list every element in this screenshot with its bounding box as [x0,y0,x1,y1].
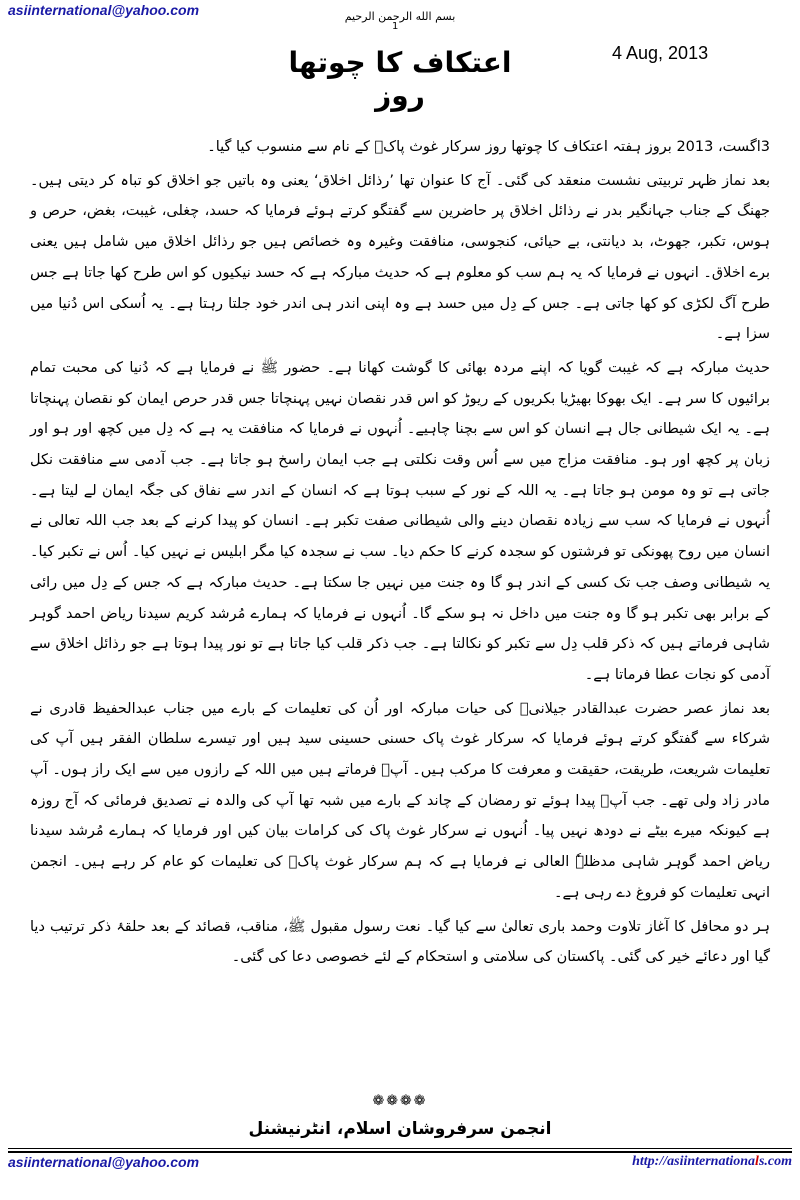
footer-rule-thick [8,1151,792,1153]
document-date: 4 Aug, 2013 [612,43,709,63]
bismillah: بسم الله الرحمن الرحیم [344,10,456,23]
paragraph-closing: ہر دو محافل کا آغاز تلاوت وحمد باری تعالیٰ سے کیا گیا۔ نعت رسول مقبول ﷺ، مناقب، قصائد کے بعد حلقۂ ذکر ترتیب دیا گیا اور دعائے خیر کی گئی۔ پاکستان کی سلامتی و استحکام کے لئے خصوصی دعا کی گئی۔ [30,918,770,966]
paragraph-hadith: حدیث مبارکہ ہے کہ غیبت گویا کہ اپنے مردہ بھائی کا گوشت کھانا ہے۔ حضور ﷺ نے فرمایا ہے کہ دُنیا کی محبت تمام برائیوں کا سر ہے۔ ایک بھوکا بھیڑیا بکریوں کے ریوڑ کو اس قدر نقصان نہیں پہنچاتا جس قدر حرص ایمان کو نقصان پہنچاتا ہے۔ یہ ایک شیطانی جال ہے انسان کو اس سے بچنا چاہیے۔ اُنہوں نے فرمایا کہ منافقت یہ ہے کہ دِل میں کچھ اور ہو اور زبان پر کچھ اور ہو۔ منافقت مزاج میں سے اُس وقت نکلتی ہے جب ایمان راسخ ہو جاتا ہے۔ جب آدمی سے منافقت نکل جاتی ہے تو وہ مومن ہو جاتا ہے۔ یہ اللہ کے نور کے سبب ہوتا ہے کہ انسان کے اندر سے نفاق کی جگہ ایمان لے لیتا ہے۔ اُنہوں نے فرمایا کہ سب سے زیادہ نقصان دینے والی شیطانی صفت تکبر ہے۔ انسان کو پیدا کرنے کے بعد جب اللہ تعالی نے انسان میں روح پھونکی تو فرشتوں کو سجدہ کرنے کا حکم دیا۔ سب نے سجدہ کیا مگر ابلیس نے نہیں کیا۔ اُس نے تکبر کیا۔ یہ شیطانی وصف جب تک کسی کے اندر ہو گا وہ جنت میں نہیں جا سکتا ہے۔ حدیث مبارکہ ہے کہ جس کے دِل میں رائی کے برابر بھی تکبر ہو گا وہ جنت میں داخل نہ ہو سکے گا۔ اُنہوں نے فرمایا کہ ہمارے مُرشد کریم سیدنا ریاض احمد گوہر شاہی فرماتے ہیں کہ ذکر قلب دِل سے تکبر کو نکالتا ہے۔ جب ذکر قلب کیا جاتا ہے تو نور پیدا ہوتا ہے جو رذائل اخلاق سے آدمی کو نجات عطا فرماتا ہے۔ [30,359,770,683]
paragraph-zuhr-session: بعد نماز ظہر تربیتی نشست منعقد کی گئی۔ آج کا عنوان تھا ’رذائل اخلاق‘ یعنی وہ باتیں جو اخلاق کو تباہ کر دیتی ہیں۔ جھنگ کے جناب جہانگیر بدر نے رذائل اخلاق پر حاضرین سے گفتگو کرتے ہوئے فرمایا کہ حسد، چغلی، غیبت، بغض، حرص و ہوس، تکبر، جھوٹ، بد دیانتی، بے حیائی، کنجوسی، منافقت وغیرہ وہ خصائص ہیں جو رذائل اخلاق میں شامل ہیں یعنی برے اخلاق۔ انہوں نے فرمایا کہ یہ ہم سب کو معلوم ہے کہ حدیث مبارکہ ہے کہ حسد نیکیوں کو اس طرح کھا جاتا ہے جس طرح آگ لکڑی کو کھا جاتی ہے۔ جس کے دِل میں حسد ہے وہ اپنی اندر ہی اندر خود جلتا رہتا ہے۔ یہ اُسکی اس دُنیا میں سزا ہے۔ [30,172,770,343]
paragraph-asr-session: بعد نماز عصر حضرت عبدالقادر جیلانیؓ کی حیات مبارکہ اور اُن کی تعلیمات کے بارے میں جناب عبدالحفیظ قادری نے شرکاء سے گفتگو کرتے ہوئے فرمایا کہ سرکار غوث پاک حسنی حسینی سید ہیں اور تیسرے سلطان الفقر ہیں آپ کی تعلیمات شریعت، طریقت، حقیقت و معرفت کا مرکب ہیں۔ آپؓ فرماتے ہیں میں اللہ کے رازوں میں سے ایک راز ہوں۔ آپ مادر زاد ولی تھے۔ جب آپؓ پیدا ہوئے تو رمضان کے چاند کے بارے میں شبہ تھا آپ کی والدہ نے تصدیق فرمائی کہ آج روزہ ہے کیونکہ میرے بیٹے نے دودھ نہیں پیا۔ اُنہوں نے سرکار غوث پاک کی کرامات بیان کیں اور فرمایا کہ ہمارے مُرشد سیدنا ریاض احمد گوہر شاہی مدظلہٗ العالی نے فرمایا ہے کہ ہم سرکار غوث پاکؓ کی تعلیمات کو عام کر رہے ہیں۔ انجمن انہی تعلیمات کو فروغ دے رہی ہے۔ [30,700,770,901]
paragraph-intro: 3اگست، 2013 بروز ہفتہ اعتکاف کا چوتھا روز سرکار غوث پاکؓ کے نام سے منسوب کیا گیا۔ [207,139,770,155]
url-prefix: http://asiinternationa [632,1154,756,1169]
footer-email[interactable]: asiinternational@yahoo.com [8,1154,200,1170]
organization-name: انجمن سرفروشان اسلام، انٹرنیشنل [248,1119,552,1139]
url-accent-letter: l [755,1154,759,1169]
footer-rule-thin [8,1148,792,1149]
footer-website-link[interactable] [632,1154,792,1170]
header-email[interactable]: asiinternational@yahoo.com [8,2,200,18]
page-number: 1 [392,21,399,32]
url-suffix: s.com [758,1154,792,1169]
article-body [30,132,770,973]
ornament-divider: ❁❁❁❁ [372,1093,428,1109]
page-title: اعتکاف کا چوتھا روز [288,46,512,112]
